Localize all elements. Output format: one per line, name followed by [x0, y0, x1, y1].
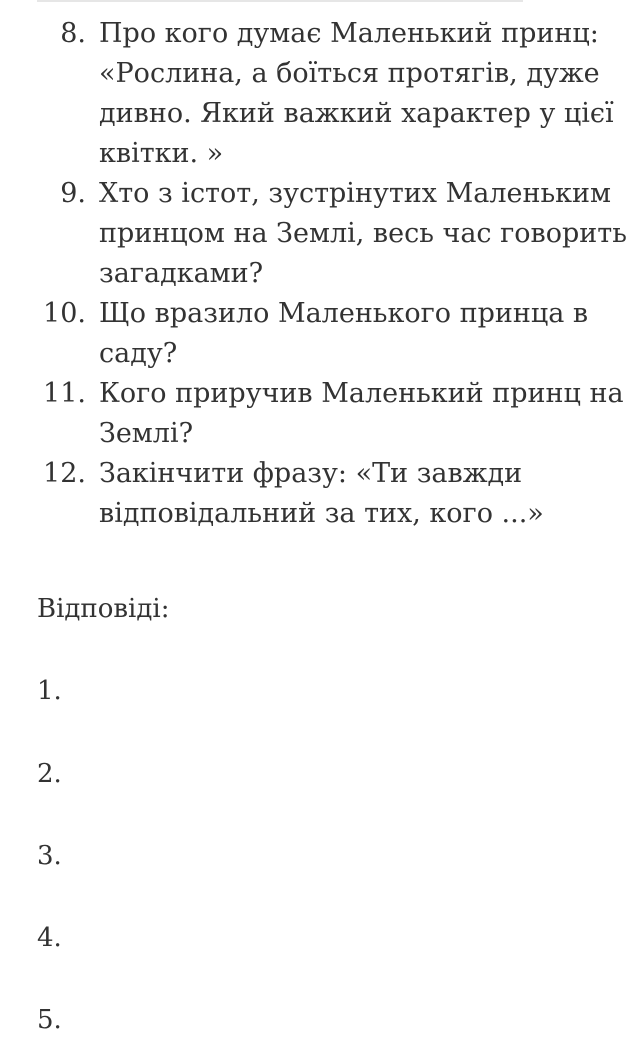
answer-number: 2. — [37, 759, 62, 789]
question-item — [0, 454, 638, 534]
question-item — [0, 374, 638, 454]
question-text: Про кого думає Маленький принц: «Рослина, а боїться протягів, дуже дивно. Який важкий характер у цієї квітки. » — [99, 18, 614, 169]
question-text: Що вразило Маленького принца в саду? — [99, 298, 589, 369]
question-number: 8. — [60, 18, 86, 49]
answers-heading: Відповіді: — [37, 594, 170, 624]
question-number: 12. — [43, 458, 86, 489]
question-text: Хто з істот, зустрінутих Маленьким принцом на Землі, весь час говорить загадками? — [99, 178, 627, 289]
question-number: 10. — [43, 298, 86, 329]
question-number: 11. — [43, 378, 86, 409]
answer-number: 3. — [37, 841, 62, 871]
top-divider — [37, 0, 523, 2]
answer-number: 4. — [37, 923, 62, 953]
question-text: Закінчити фразу: «Ти завжди відповідальний за тих, кого ...» — [99, 458, 544, 529]
answer-number: 5. — [37, 1005, 62, 1035]
question-list — [0, 14, 638, 534]
answer-number: 1. — [37, 676, 62, 706]
question-number: 9. — [60, 178, 86, 209]
question-item — [0, 14, 638, 174]
question-item — [0, 174, 638, 294]
question-text: Кого приручив Маленький принц на Землі? — [99, 378, 624, 449]
question-item — [0, 294, 638, 374]
